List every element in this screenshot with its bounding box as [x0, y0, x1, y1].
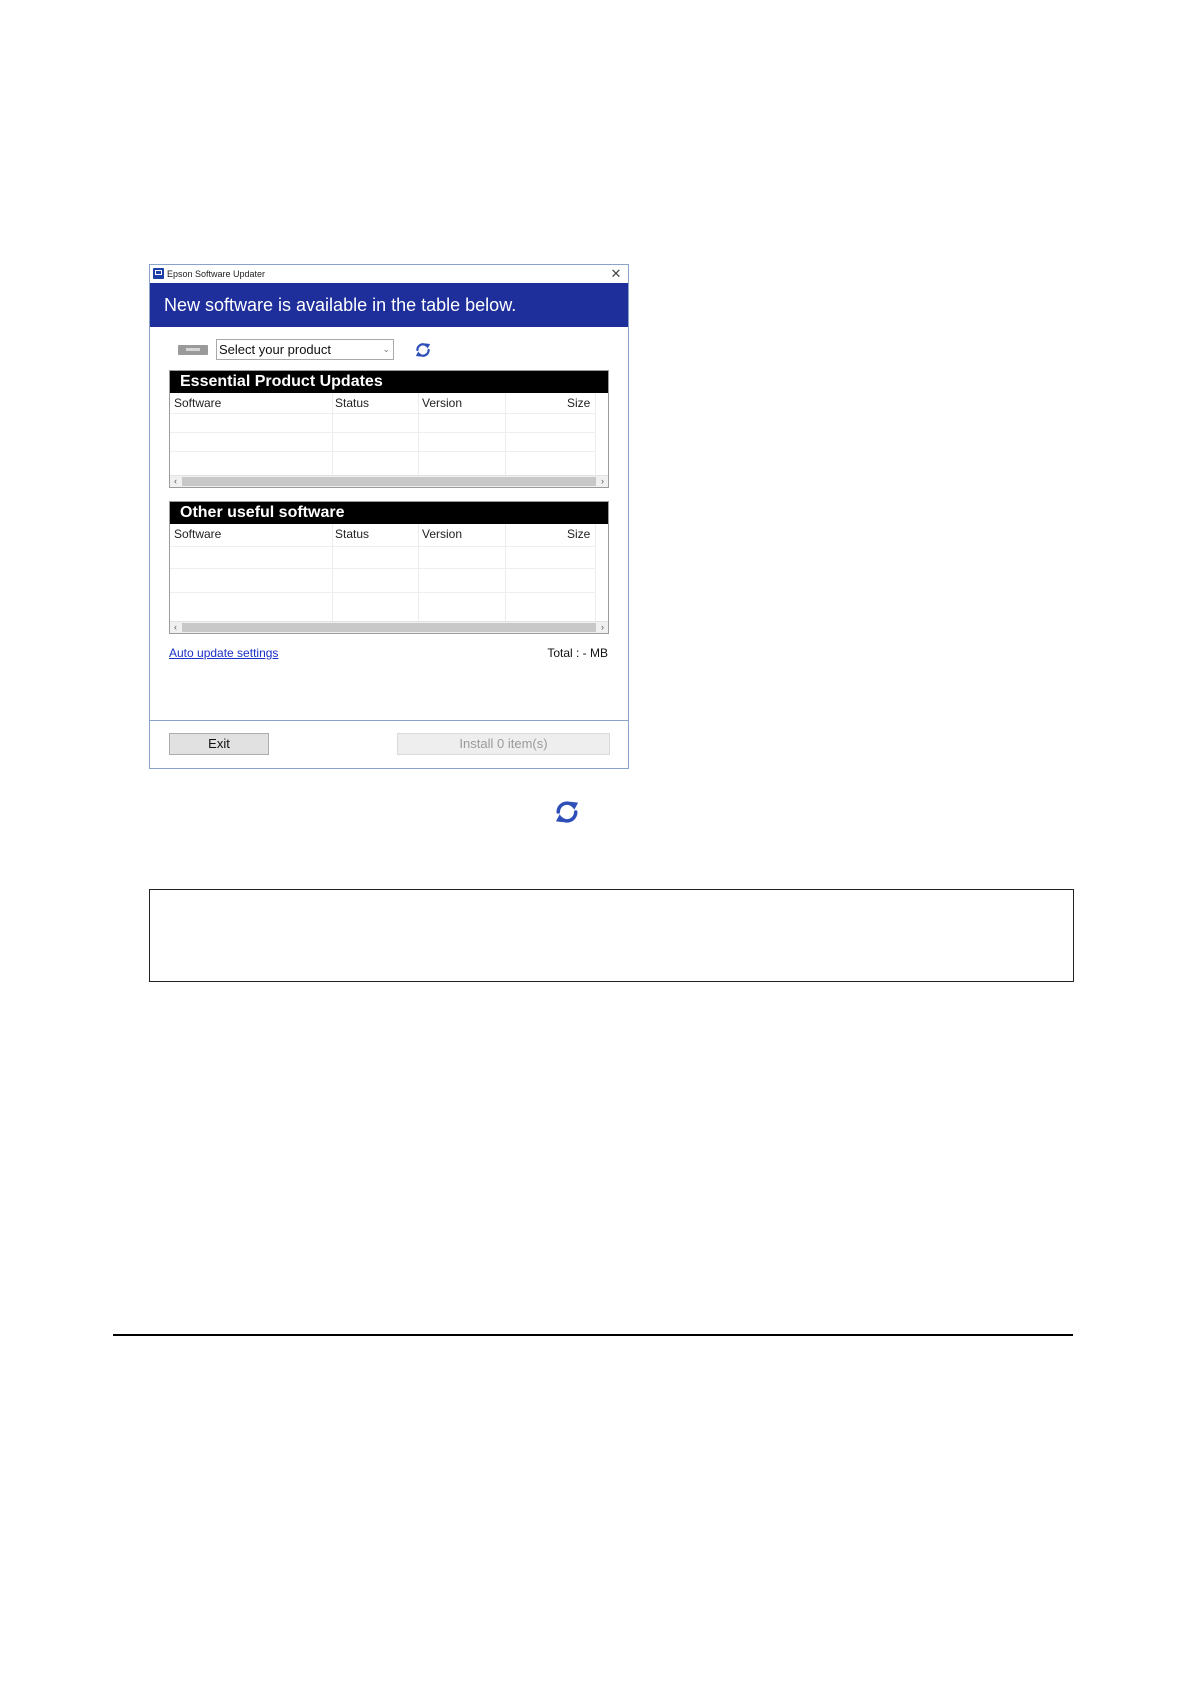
total-size: Total : - MB	[547, 646, 608, 660]
scrollbar-thumb[interactable]	[182, 477, 596, 486]
column-header-version[interactable]: Version	[422, 527, 463, 541]
column-divider	[418, 524, 419, 622]
column-divider	[505, 524, 506, 622]
column-divider	[332, 393, 333, 476]
chevron-down-icon: ⌄	[382, 344, 390, 354]
other-software-table	[169, 501, 609, 634]
refresh-icon	[553, 798, 581, 826]
install-button[interactable]: Install 0 item(s)	[397, 733, 610, 755]
refresh-icon[interactable]	[414, 341, 432, 359]
column-divider	[505, 393, 506, 476]
product-select[interactable]	[216, 339, 394, 360]
column-header-software[interactable]: Software	[174, 527, 222, 541]
other-software-title: Other useful software	[170, 502, 608, 524]
horizontal-scrollbar[interactable]	[170, 475, 608, 487]
product-select-value: Select your product	[219, 342, 332, 357]
horizontal-scrollbar[interactable]	[170, 621, 608, 633]
row-divider	[170, 546, 596, 547]
column-header-software[interactable]: Software	[174, 396, 222, 410]
column-divider	[418, 393, 419, 476]
column-divider	[595, 524, 596, 622]
column-divider	[595, 393, 596, 476]
row-divider	[170, 432, 596, 433]
column-header-size[interactable]: Size	[567, 527, 591, 541]
footer-divider	[150, 720, 628, 721]
app-icon	[153, 268, 164, 279]
column-header-status[interactable]: Status	[335, 527, 370, 541]
epson-software-updater-window	[149, 264, 629, 769]
row-divider	[170, 592, 596, 593]
scroll-left-icon[interactable]: ‹	[174, 476, 177, 486]
row-divider	[170, 413, 596, 414]
note-box	[149, 889, 1074, 982]
scrollbar-thumb[interactable]	[182, 623, 596, 632]
essential-updates-table	[169, 370, 609, 488]
column-header-status[interactable]: Status	[335, 396, 370, 410]
close-icon[interactable]: ✕	[610, 266, 622, 281]
exit-button[interactable]: Exit	[169, 733, 269, 755]
printer-icon	[178, 343, 208, 356]
banner-message: New software is available in the table below.	[150, 283, 628, 327]
page-divider	[113, 1334, 1073, 1336]
window-title: Epson Software Updater	[167, 269, 266, 279]
auto-update-settings-link[interactable]: Auto update settings	[169, 646, 279, 660]
scroll-right-icon[interactable]: ›	[601, 476, 604, 486]
title-bar	[150, 265, 628, 283]
row-divider	[170, 568, 596, 569]
column-divider	[332, 524, 333, 622]
scroll-left-icon[interactable]: ‹	[174, 622, 177, 632]
scroll-right-icon[interactable]: ›	[601, 622, 604, 632]
essential-updates-title: Essential Product Updates	[170, 371, 608, 393]
column-header-version[interactable]: Version	[422, 396, 463, 410]
row-divider	[170, 451, 596, 452]
column-header-size[interactable]: Size	[567, 396, 591, 410]
